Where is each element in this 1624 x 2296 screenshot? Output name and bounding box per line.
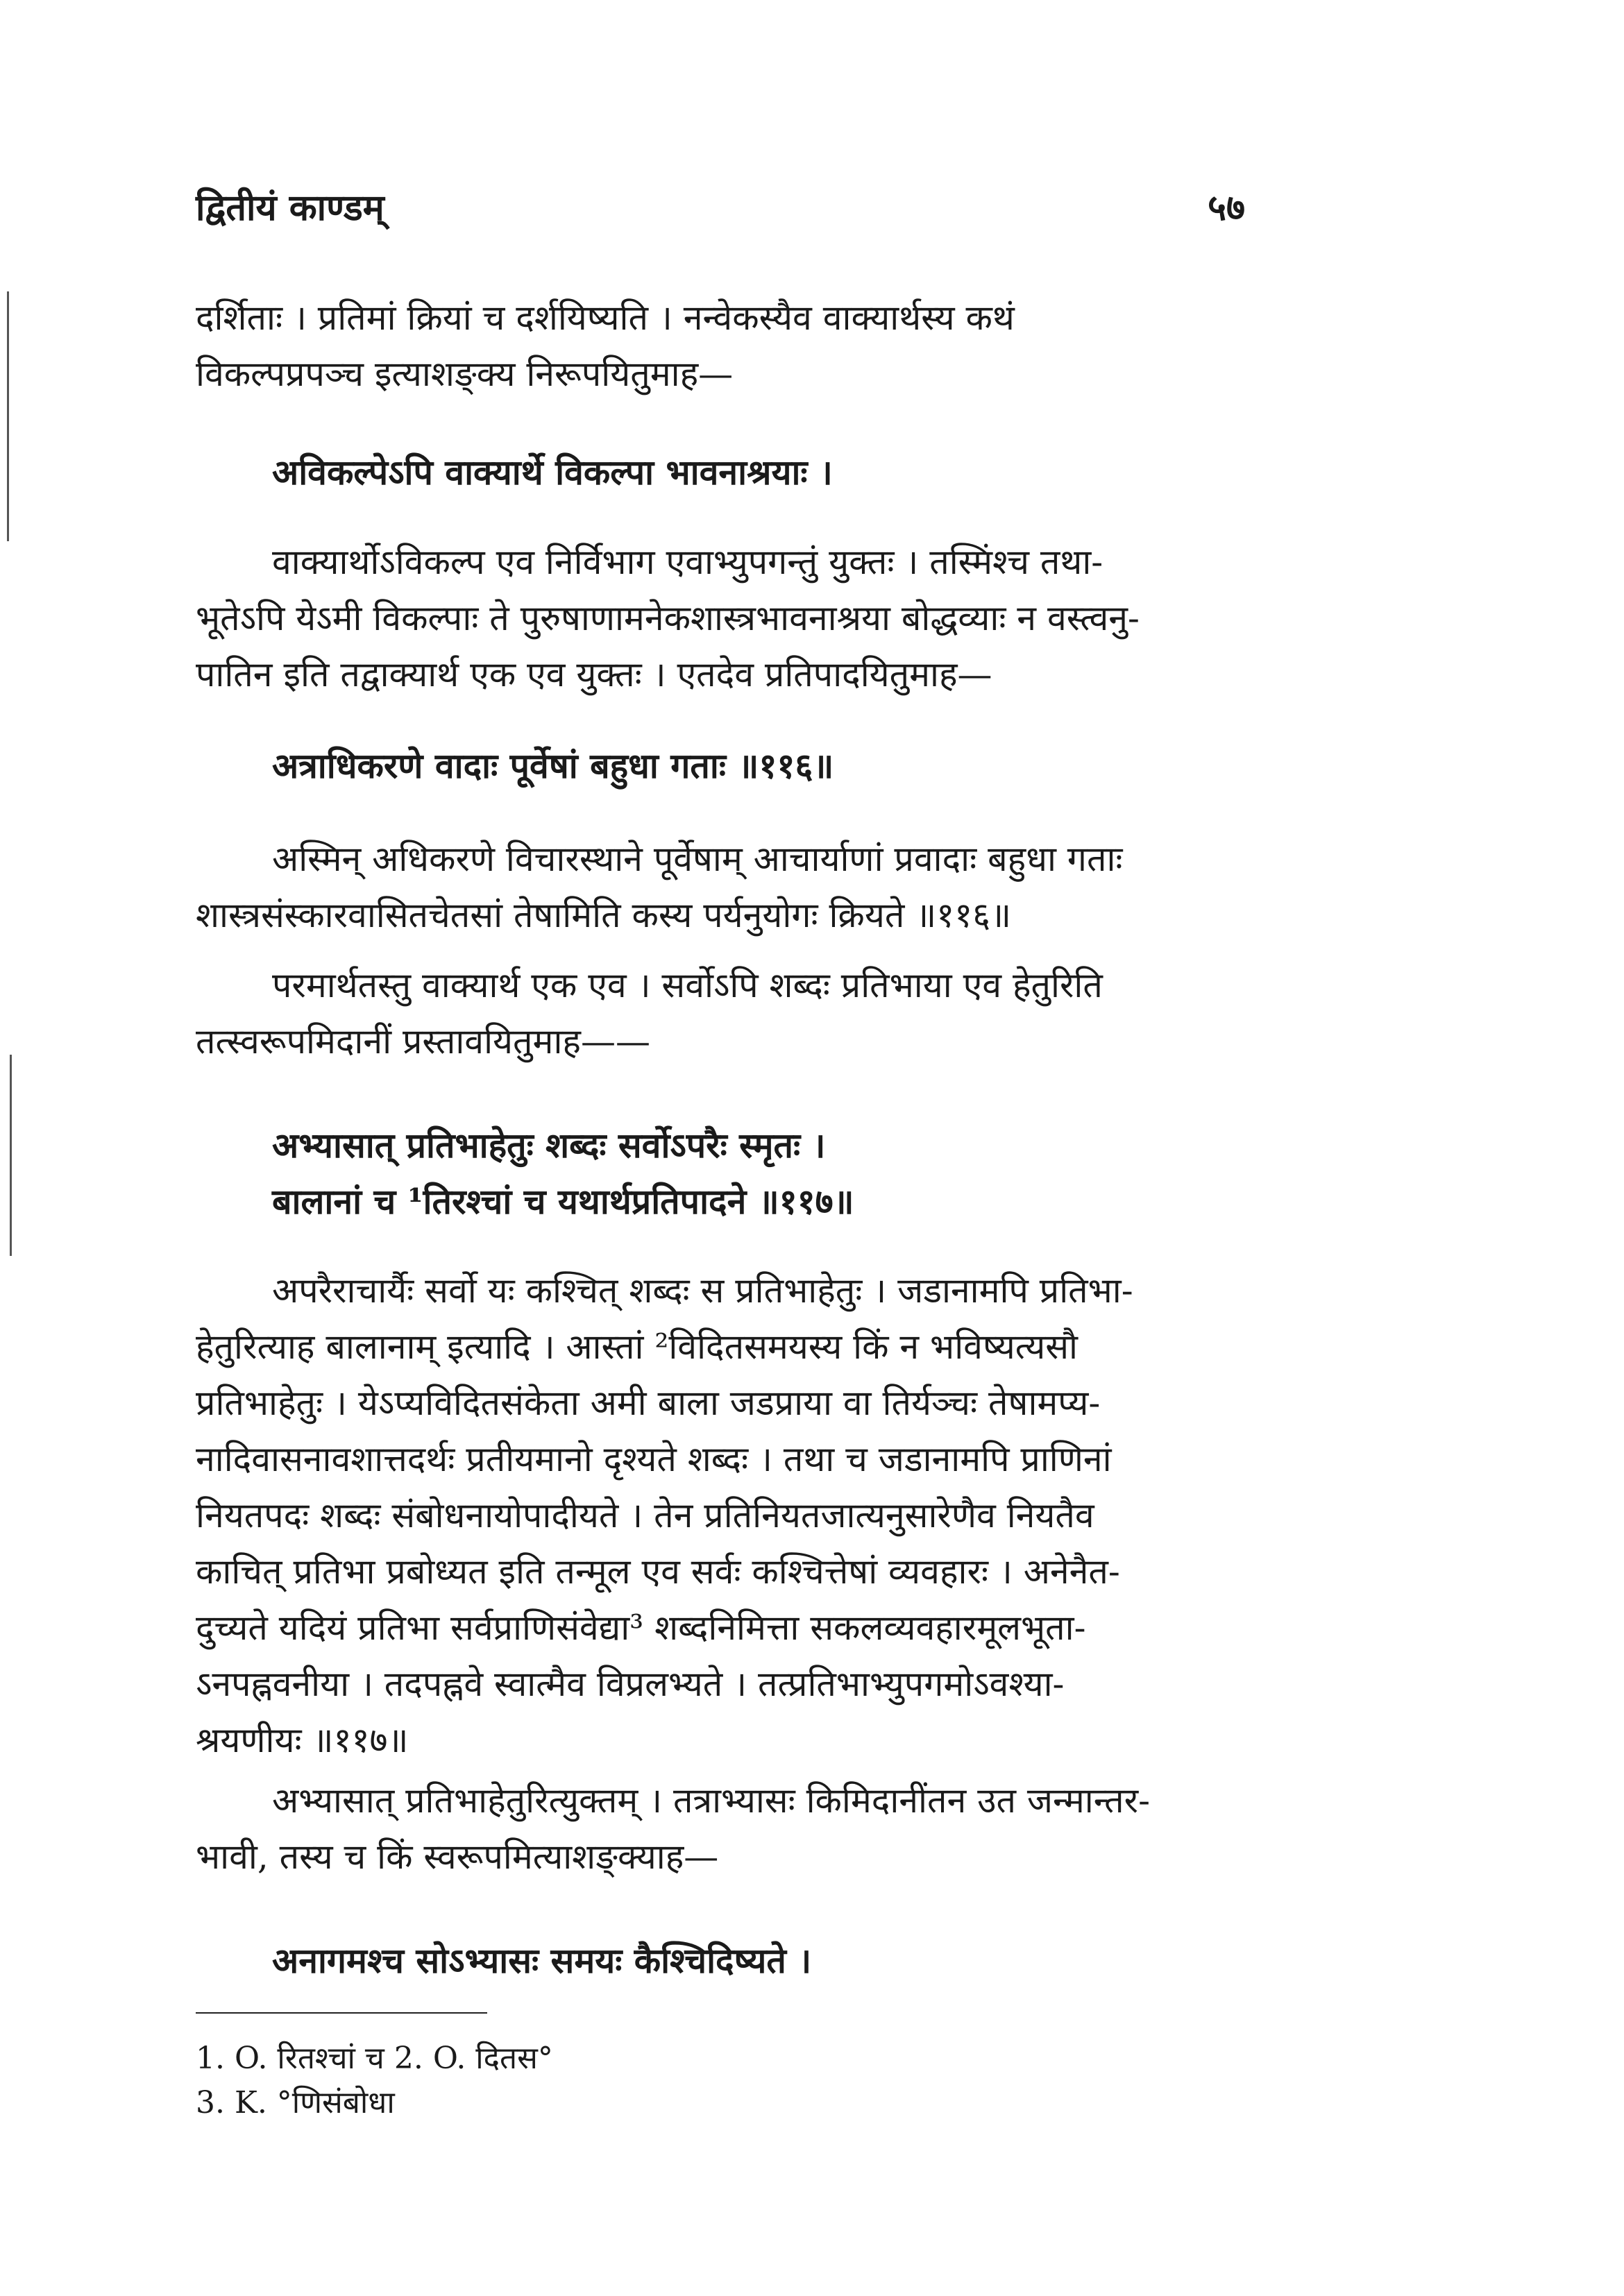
text-line: नियतपदः शब्दः संबोधनायोपादीयते । तेन प्रतिनियतजात्यनुसारेणैव नियतैव: [196, 1495, 1094, 1536]
footnote-line: 3. K. °णिसंबोधा: [196, 2085, 395, 2120]
scan-margin-line: [10, 1055, 12, 1256]
verse-block: [196, 738, 1278, 794]
verse-block: [196, 1932, 1278, 1989]
scan-margin-line: [7, 291, 9, 541]
text-line: अनागमश्च सोऽभ्यासः समयः कैश्चिदिष्यते ।: [272, 1940, 812, 1981]
paragraph: [196, 958, 1278, 1070]
text-line: दुच्यते यदियं प्रतिभा सर्वप्राणिसंवेद्या³ शब्दनिमित्ता सकलव्यवहारमूलभूता-: [196, 1608, 1086, 1648]
text-line: तत्स्वरूपमिदानीं प्रस्तावयितुमाह——: [196, 1021, 650, 1062]
footnotes: [196, 2036, 553, 2125]
text-line: ऽनपह्नवनीया । तदपह्नवे स्वात्मैव विप्रलभ्यते । तत्प्रतिभाभ्युपगमोऽवश्या-: [196, 1664, 1065, 1704]
footnote-rule: [196, 2012, 487, 2014]
text-line: बालानां च ¹तिरश्चां च यथार्थप्रतिपादने ॥११७॥: [272, 1181, 854, 1222]
text-line: काचित् प्रतिभा प्रबोध्यत इति तन्मूल एव सर्वः कश्चित्तेषां व्यवहारः । अनेनैत-: [196, 1551, 1120, 1592]
text-line: वाक्यार्थोऽविकल्प एव निर्विभाग एवाभ्युपगन्तुं युक्तः । तस्मिंश्च तथा-: [272, 542, 1103, 582]
text-line: भावी, तस्य च किं स्वरूपमित्याशङ्क्याह—: [196, 1837, 719, 1877]
paragraph: [196, 1263, 1278, 1769]
text-line: अविकल्पेऽपि वाक्यार्थे विकल्पा भावनाश्रयाः ।: [272, 452, 833, 493]
paragraph: [196, 534, 1278, 703]
text-line: पातिन इति तद्वाक्यार्थ एक एव युक्तः । एतदेव प्रतिपादयितुमाह—: [196, 654, 992, 695]
text-line: अभ्यासात् प्रतिभाहेतुरित्युक्तम् । तत्राभ्यासः किमिदानींतन उत जन्मान्तर-: [272, 1780, 1151, 1821]
paragraph: [196, 1773, 1278, 1885]
text-line: अत्राधिकरणे वादाः पूर्वेषां बहुधा गताः ॥११६॥: [272, 745, 834, 786]
page-number: ५७: [1208, 187, 1246, 229]
running-header-title: द्वितीयं काण्डम्: [196, 187, 384, 229]
text-line: विकल्पप्रपञ्च इत्याशङ्क्य निरूपयितुमाह—: [196, 354, 734, 394]
text-line: दर्शिताः । प्रतिमां क्रियां च दर्शयिष्यति । नन्वेकस्यैव वाक्यार्थस्य कथं: [196, 298, 1015, 338]
text-line: अभ्यासात् प्रतिभाहेतुः शब्दः सर्वोऽपरैः स्मृतः ।: [272, 1125, 826, 1166]
paragraph: [196, 831, 1278, 944]
text-line: परमार्थतस्तु वाक्यार्थ एक एव । सर्वोऽपि शब्दः प्रतिभाया एव हेतुरिति: [272, 965, 1103, 1005]
paragraph: [196, 290, 1278, 402]
text-line: अस्मिन् अधिकरणे विचारस्थाने पूर्वेषाम् आचार्याणां प्रवादाः बहुधा गताः: [272, 839, 1123, 879]
verse-block: [196, 1117, 1278, 1230]
footnote-line: 1. O. रितश्चां च 2. O. दितस°: [196, 2041, 553, 2076]
text-line: नादिवासनावशात्तदर्थः प्रतीयमानो दृश्यते शब्दः । तथा च जडानामपि प्राणिनां: [196, 1439, 1112, 1479]
text-line: भूतेऽपि येऽमी विकल्पाः ते पुरुषाणामनेकशास्त्रभावनाश्रया बोद्धव्याः न वस्त्वनु-: [196, 598, 1140, 638]
text-line: हेतुरित्याह बालानाम् इत्यादि । आस्तां ²विदितसमयस्य किं न भविष्यत्यसौ: [196, 1327, 1078, 1367]
text-line: शास्त्रसंस्कारवासितचेतसां तेषामिति कस्य पर्यनुयोगः क्रियते ॥११६॥: [196, 895, 1012, 935]
text-line: प्रतिभाहेतुः । येऽप्यविदितसंकेता अमी बाला जडप्राया वा तिर्यञ्चः तेषामप्य-: [196, 1383, 1101, 1423]
text-line: अपरैराचार्यैः सर्वो यः कश्चित् शब्दः स प्रतिभाहेतुः । जडानामपि प्रतिभा-: [272, 1270, 1133, 1311]
verse-block: [196, 444, 1278, 500]
text-line: श्रयणीयः ॥११७॥: [196, 1720, 409, 1760]
